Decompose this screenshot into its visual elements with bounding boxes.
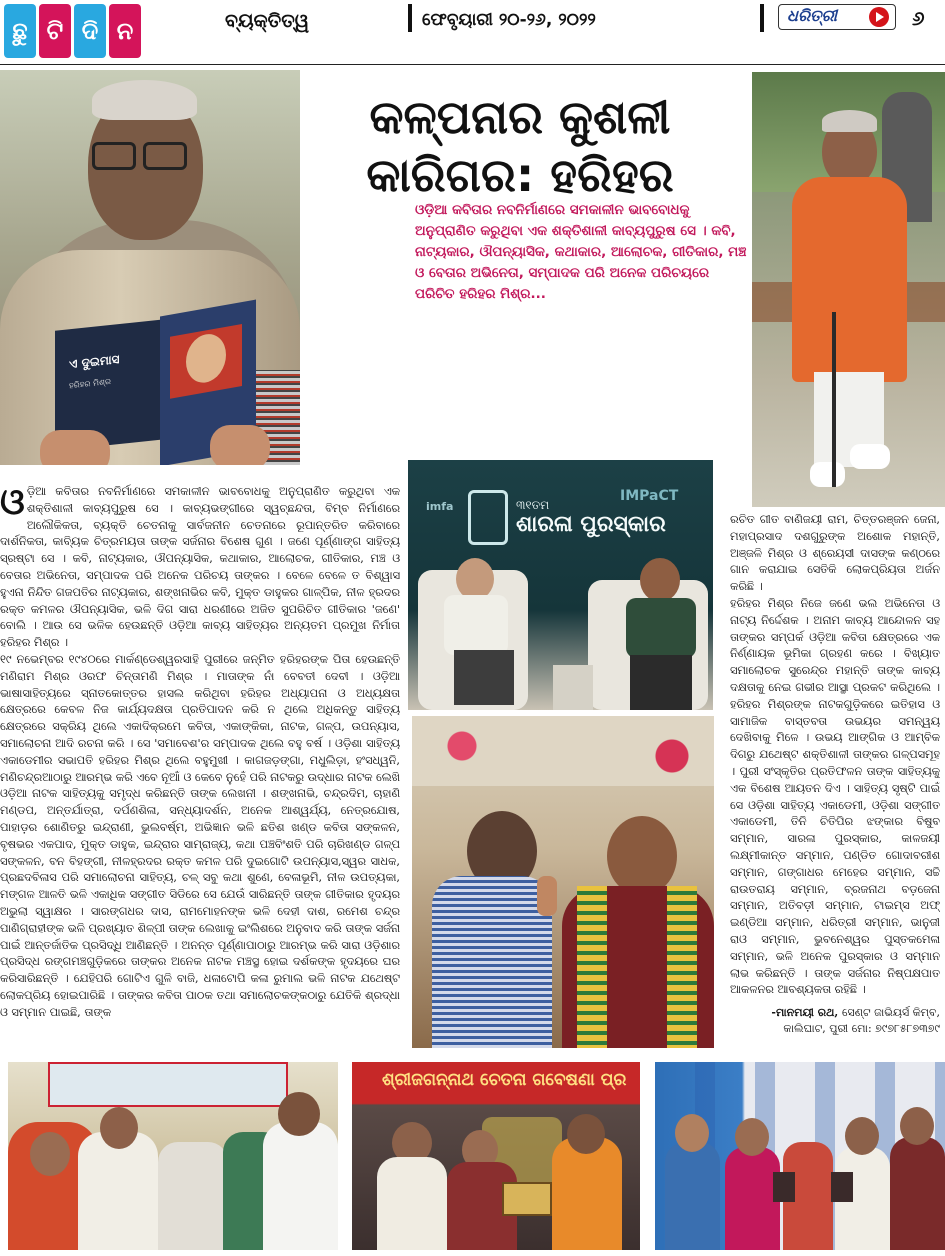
issue-date: ଫେବୃୟାରୀ ୨୦-୨୬, ୨୦୨୨ xyxy=(422,10,596,30)
article-body-right xyxy=(730,512,940,1057)
byline xyxy=(730,1005,940,1037)
page-number: ୬ xyxy=(912,6,925,30)
book-author: ହରିହର ମିଶ୍ର xyxy=(69,376,111,391)
bottom-photo-3 xyxy=(655,1062,945,1250)
bottom-photo-2 xyxy=(352,1062,640,1250)
masthead xyxy=(0,0,945,66)
standing-portrait-photo xyxy=(752,72,945,507)
header-divider xyxy=(408,4,412,32)
publication-logo xyxy=(4,4,141,58)
article-body-text: ରଚିତ ଗୀତ ବାଣିଜୟୀ ରାମ, ଚିତ୍ତରଞ୍ଜନ ଜେନା, ମହାପ୍ରସାଦ ଦଶଗୁରୁଙ୍କ ଅଶୋକ ମହାନ୍ତି, ଅଞ୍ଜଳି ମିଶ୍ର ଓ ଶ୍ରେୟସୀ ଦାସଙ୍କ କଣ୍ଠରେ ଗାନ କରାଯାଇ ସେତିକି ଲୋକପ୍ରିୟତା ଅର୍ଜନ କରିଛି । ହରିହର ମିଶ୍ର ନିଜେ ଜଣେ ଭଲ ଅଭିନେତା ଓ ନାଟ୍ୟ ନିର୍ଦ୍ଦେଶକ । ଅନାମ କାବ୍ୟ ଆନ୍ଦୋଳନ ସହ ତାଙ୍କର ସମ୍ପର୍କ ଓଡ଼ିଆ କବିତା କ୍ଷେତ୍ରରେ ଏକ ନିର୍ଣ୍ଣାୟକ ଭୂମିକା ଗ୍ରହଣ କରେ । ବିଖ୍ୟାତ ସମାଲୋଚକ ସୁରେନ୍ଦ୍ର ମହାନ୍ତି ତାଙ୍କ କାବ୍ୟ ଦକ୍ଷତାକୁ ନେଇ ଗଭୀର ଆସ୍ଥା ପ୍ରକଟ କରିଥିଲେ । ହରିହର ମିଶ୍ରଙ୍କ ନାଟକଗୁଡ଼ିକରେ ଇତିହାସ ଓ ସାମାଜିକ ବାସ୍ତବତା ଉଭୟର ସମନ୍ୱୟ ଦେଖିବାକୁ ମିଳେ । ଉଭୟ ଆଙ୍ଗିକ ଓ ଆମ୍ବିକ ଦିଗରୁ ଯଥେଷ୍ଟ ଶକ୍ତିଶାଳୀ ତାଙ୍କର ଗଳ୍ପସମୂହ । ପୁରୀ ସଂସ୍କୃତିର ପ୍ରତିଫଳନ ତାଙ୍କ ସାହିତ୍ୟକୁ ଏକ ବିଶେଷ ଆୟତନ ଦିଏ । ସାହିତ୍ୟ ସୃଷ୍ଟି ପାଇଁ ସେ ଓଡ଼ିଶା ସାହିତ୍ୟ ଏକାଡେମୀ, ଓଡ଼ିଶା ସଙ୍ଗୀତ ଏକାଡେମୀ, ତିନି ଚିତିପିର ଝଙ୍କାର ବିଷୁବ ସମ୍ମାନ, ସାରଳା ପୁରସ୍କାର, କାଳଜୟୀ ଲକ୍ଷ୍ମୀକାନ୍ତ ସମ୍ମାନ, ପଣ୍ଡିତ ଗୋଦାବରୀଶ ସମ୍ମାନ, ଗଙ୍ଗାଧର ମେହେର ସମ୍ମାନ, ସଚ୍ଚି ରାଉତରାୟ ସମ୍ମାନ, ବ୍ରଜନାଥ ବଡ଼ଜେନା ସମ୍ମାନ, ଅତିବଡ଼ୀ ସମ୍ମାନ, ଟାଇମ୍ସ ଅଫ୍ ଇଣ୍ଡିଆ ସମ୍ମାନ, ଧରିତ୍ରୀ ସମ୍ମାନ, ଭାନୁଜୀ ରାଓ ସମ୍ମାନ, ଭୁବନେଶ୍ୱର ପୁସ୍ତକମେଳା ସମ୍ମାନ, ଭଳି ଅନେକ ପୁରସ୍କାର ଓ ସମ୍ମାନ ଲାଭ କରିଛନ୍ତି । ତାଙ୍କ ସର୍ଜନାର ନିଷ୍ପକ୍ଷପାତ ଆକଳନର ଆବଶ୍ୟକତା ରହିଛି । xyxy=(730,513,940,997)
article-body-left xyxy=(0,484,400,1049)
felicitation-photo xyxy=(412,716,714,1048)
logo-tile: ଛୁ xyxy=(4,4,36,58)
portrait-with-book-photo xyxy=(0,70,300,465)
book-title: ଏ ଦୁଇମାସ xyxy=(69,352,120,372)
article-body-text: ଡ଼ିଆ କବିତାର ନବନିର୍ମାଣରେ ସମକାଳୀନ ଭାବବୋଧକୁ ଅନୁପ୍ରାଣିତ କରୁଥିବା ଏକ ଶକ୍ତିଶାଳୀ କାବ୍ୟପୁରୁଷ ସେ । କାବ୍ୟଭଙ୍ଗୀରେ ସ୍ୱଚ୍ଛନ୍ଦତା, ବିମ୍ବ ନିର୍ମାଣରେ ଅଲୌକିକତା, ବ୍ୟକ୍ତି ଚେତନାକୁ ସାର୍ବଜନୀନ ଚେତନାରେ ରୂପାନ୍ତରିତ କରିବାରେ ଦାର୍ଶନିକତା, କାବ୍ୟିକ ଚିତ୍ରମୟତା ତାଙ୍କ ସର୍ଜନାର ବିଶେଷ ଗୁଣ । ଜଣେ ପୂର୍ଣ୍ଣାଙ୍ଗ ସାହିତ୍ୟ ସ୍ରଷ୍ଟା ସେ । କବି, ନାଟ୍ୟକାର, ଔପନ୍ୟାସିକ, କଥାକାର, ଆଲୋଚକ, ଗୀତିକାର, ମଞ୍ଚ ଓ ବେତାର ଅଭିନେତା, ସମ୍ପାଦକ ପରି ଅନେକ ପରିଚୟ ତାଙ୍କର । ବେଳେ ବେଳେ ତ ବିଶ୍ୱାସ ହୁଏନା ନିନ୍ଦିତ ଗଜପତିର ନାଟ୍ୟକାର, ଶଙ୍ଖନାଭିର କବି, ମୁକ୍ତ ଡାହୁକର ଗାଳ୍ପିକ, ନୀଳ ହ୍ରଦର ରକ୍ତ କମଳର ଔପନ୍ୟାସିକ, ଭଳି ଦିଗ ସାରା ଧରଣୀରେ ଅଜିତ ସୁପରିଚିତ ଗୀତିକାର 'ଜଣେ' ବୋଲି । ଆଉ ସେ ଭଳିକ ହେଉଛନ୍ତି ଓଡ଼ିଆ କାବ୍ୟ ସାହିତ୍ୟର ଅନ୍ୟତମ ପ୍ରମୁଖ ନିର୍ମାତା ହରିହର ମିଶ୍ର । ୧୯ ନଭେମ୍ବର ୧୯୪୦ରେ ମାର୍କଣ୍ଡେଶ୍ୱରସାହି ପୁରୀରେ ଜନ୍ମିତ ହରିହରଙ୍କ ପିତା ହେଉଛନ୍ତି ମଣିରାମ ମିଶ୍ର ଓରଫ ଚିନ୍ତାମଣି ମିଶ୍ର । ମାତାଙ୍କ ନାଁ ବେବତୀ ଦେବୀ । ଓଡ଼ିଆ ଭାଷାସାହିତ୍ୟରେ ସ୍ନାତକୋତ୍ତର ହାସଲ କରିଥିବା ହରିହର ଅଧ୍ୟାପନା ଓ ଅଧ୍ୟକ୍ଷତା କ୍ଷେତ୍ରରେ କେବଳ ନିଜ କାର୍ଯ୍ୟଦକ୍ଷତା ପ୍ରତିପାଦନ କରି ନ ଥିଲେ ଅଧିକନ୍ତୁ ସାହିତ୍ୟ କ୍ଷେତ୍ରରେ ସକ୍ରିୟ ଥିଲେ ଏକାଦିକ୍ରମେ କବିତା, ଏକାଙ୍କିକା, ନାଟକ, ଗଳ୍ପ, ଉପନ୍ୟାସ, ସମାଲୋଚନା ଆଦି ରଚନା କରି । ସେ 'ସମାବେଶ'ର ସମ୍ପାଦକ ଥିଲେ ବହୁ ବର୍ଷ । ଓଡ଼ିଶା ସାହିତ୍ୟ ଏକାଡେମୀର ସଭାପତି ହରିହର ମିଶ୍ର ଥିଲେ ବହୁମୁଖୀ । କାଗଜଡ଼ଙ୍ଗା, ମଧୁଲିଡ଼ା, ହଂସଧ୍ୱନି, ମଣିଚନ୍ଦ୍ରଆଠାରୁ ଆରମ୍ଭ କରି ଏବେ ନୂଆଁ ଓ କେବେ ନୁହେଁ ପରି ନାଟକରୁ ଉଦ୍ଧାର ନାଟକ ଲେଖି ଓଡ଼ିଆ ନାଟକ ସାହିତ୍ୟକୁ ସମୃଦ୍ଧ କରିଛନ୍ତି ତାଙ୍କ ଲେଖନୀ । ଶଙ୍ଖନାଭି, ଚନ୍ଦ୍ରଦିମ, ଚାହାଣି ମଣ୍ଡପ, ଅନ୍ତର୍ଯାତ୍ରା, ଦର୍ପଣଶିଳା, ସନ୍ଧ୍ୟାଦର୍ଶନ, ଅନେକ ଆଶ୍ୱର୍ଯ୍ୟ, ନେତ୍ରଯୋଷ, ପାହାଡ଼ର ଶୋଣିତରୁ ଇନ୍ଦ୍ରାଣୀ, ଭୁଲବର୍ଷ୍ମ, ଅଭିଜ୍ଞାନ ଭଳି ଛତିଶ ଖଣ୍ଡ କବିତା ସଙ୍କଳନ, ବୃଷଭର ଏକପାଦ, ମୁକ୍ତ ଡାହୁକ, ଇନ୍ଦ୍ରାର ସାମ୍ରାଜ୍ୟ, କଥା ପଞ୍ଚବିଂଶତି ପରି ଚାରିଖଣ୍ଡ ଗଳ୍ପ ସଙ୍କଳନ, ବନ ବିହଙ୍ଗୀ, ନୀଳହ୍ରଦର ରକ୍ତ କମଳ ପରି ଦୁଇଗୋଟି ଉପନ୍ୟାସ,ସ୍ୱର ସାଧକ, ପ୍ରଛଦବିଳାସ ପରି ସମାଲୋଚନା ସାହିତ୍ୟ, ଚଳ୍ ସବୁ କଥା ଶୁଣେ, ବେଳାଭୂମି, ନୀଳ ଉପତ୍ୟକା, ମଙ୍ଗଳ ଆଳତି ଭଳି ଏକାଧିକ ସଙ୍ଗୀତ ସିଡିରେ ସେ ଯେଉଁ ସାରିଛନ୍ତି ତାଙ୍କ ଗୀତିକାର ହୃଦୟର ଅଭୁଲା ସ୍ୱାକ୍ଷର । ସାରଙ୍ଗଧର ଦାସ, ରାମମୋହନଙ୍କ ଭଳି ଦେହୀ ଦାଶ, ରମେଶ ଚନ୍ଦ୍ର ପାଣିଗ୍ରାହୀଙ୍କ ଭଳି ପ୍ରଖ୍ୟାତ ଶିଳ୍ପୀ ତାଙ୍କ ଲେଖାକୁ ଇଂଲିଶରେ ଅନୁବାଦ କରି ତାଙ୍କ ସର୍ଜନା ପାଇଁ ଆନ୍ତର୍ଜାତିକ ପ୍ରସିଦ୍ଧି ଆଣିଛନ୍ତି । ଅନନ୍ତ ପୂର୍ଣ୍ଣାପାଠାରୁ ଆରମ୍ଭ କରି ସାରା ଓଡ଼ିଶାର ପ୍ରସିଦ୍ଧ ରଙ୍ଗମଞ୍ଚଗୁଡ଼ିକରେ ତାଙ୍କର ଅନେକ ନାଟକ ମଞ୍ଚସ୍ଥ ହୋଇ ଦର୍ଶକଙ୍କ ହୃଦୟରେ ଘର କରିସାରିଛନ୍ତି । ଯେହିପରି ଗୋଟିଏ ଗୁଳି ବାଜି, ଧଳାଟୋପି କଳା ରୁମାଲ ଭଳି ନାଟକ ଯଥେଷ୍ଟ ଲୋକପ୍ରିୟ ହୋଇପାରିଛି । ତାଙ୍କର କବିତା ପାଠକ ତଥା ସମାଲୋଚକଙ୍କଠାରୁ ଯେତିକି ଶ୍ରଦ୍ଧା ଓ ସମ୍ମାନ ପାଇଛି, ତାଙ୍କ xyxy=(0,485,400,1019)
article-intro: ଓଡ଼ିଆ କବିତାର ନବନିର୍ମାଣରେ ସମକାଳୀନ ଭାବବୋଧକୁ ଅନୁପ୍ରାଣିତ କରୁଥିବା ଏକ ଶକ୍ତିଶାଳୀ କାବ୍ୟପୁରୁଷ ସେ । କବି, ନାଟ୍ୟକାର, ଔପନ୍ୟାସିକ, କଥାକାର, ଆଲୋଚକ, ଗୀତିକାର, ମଞ୍ଚ ଓ ବେତାର ଅଭିନେତା, ସମ୍ପାଦକ ପରି ଅନେକ ପରିଚୟରେ ପରିଚିତ ହରିହର ମିଶ୍ର... xyxy=(415,202,747,302)
brand-badge xyxy=(778,4,896,30)
award-ceremony-photo xyxy=(408,460,713,710)
award-org-label: imfa xyxy=(426,500,454,513)
header-rule xyxy=(0,64,945,65)
section-title: ବ୍ୟକ୍ତିତ୍ୱ xyxy=(225,10,310,32)
logo-tile: ନ xyxy=(109,4,141,58)
logo-tile: ଟି xyxy=(39,4,71,58)
award-edition-label: ୩୧ତମ xyxy=(516,498,550,512)
article-headline: କଳ୍ପନାର କୁଶଳୀ କାରିଗର: ହରିହର xyxy=(366,90,674,202)
award-sponsor-label: IMPaCT xyxy=(620,488,679,504)
author-detail: ସେଣ୍ଟ ଜାଭିୟର୍ସ କିମ୍ବ, କାଲିଘାଟ, ପୁରୀ ମୋ: ୭୯୭୮୫୮୭୩୭୯ xyxy=(783,1006,940,1036)
event-banner-text: ଶ୍ରୀଜଗନ୍ନାଥ ଚେତନା ଗବେଷଣା ପ୍ର xyxy=(382,1070,627,1090)
bottom-photo-1 xyxy=(8,1062,338,1250)
play-icon xyxy=(869,7,889,27)
award-banner-text: ଶାରଳା ପୁରସ୍କାର xyxy=(516,512,666,537)
header-divider xyxy=(760,4,764,32)
logo-tile: ଦି xyxy=(74,4,106,58)
dropcap: ଓ xyxy=(0,484,25,523)
brand-name: ଧରିତ୍ରୀ xyxy=(787,6,837,25)
author-name: -ମାନମୟୀ ରଥ, xyxy=(771,1006,843,1020)
